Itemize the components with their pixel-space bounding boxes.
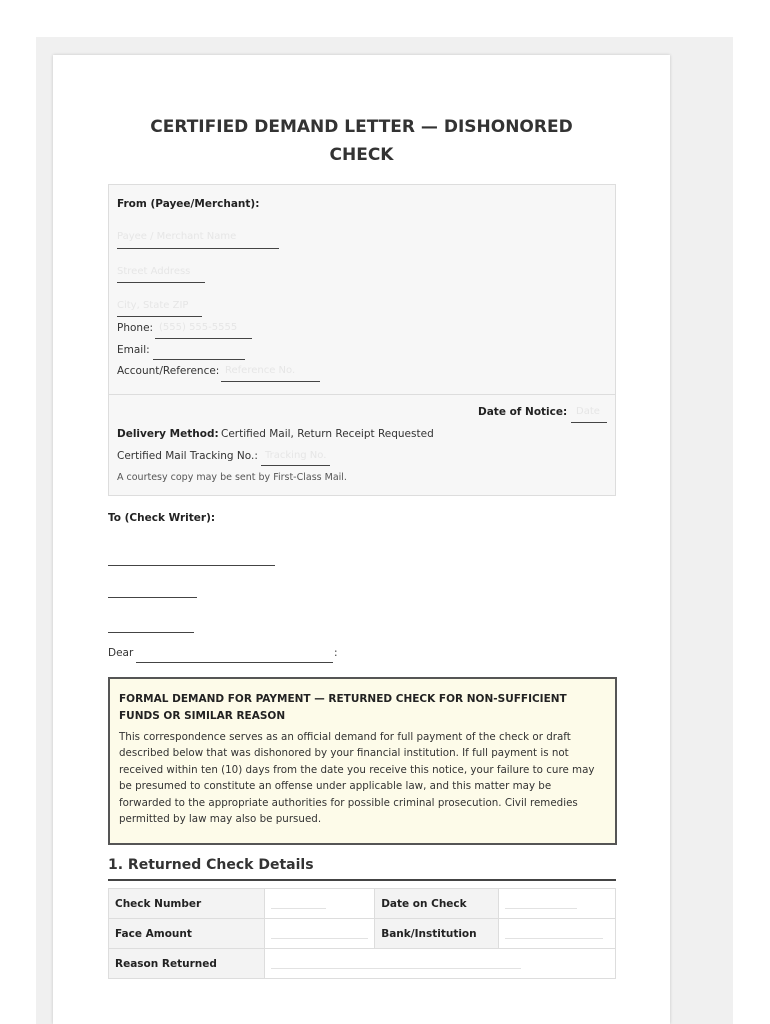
returned-check-table (108, 888, 616, 979)
section-returned-check-details: 1. Returned Check Details (108, 857, 616, 881)
document-title (53, 113, 670, 169)
phone-placeholder: (555) 555-5555 (159, 322, 238, 333)
title-line-1: CERTIFIED DEMAND LETTER — DISHONORED (150, 117, 573, 137)
delivery-method-label: Delivery Method: (117, 428, 219, 440)
check-writer-city-field[interactable] (108, 632, 194, 633)
check-number-label: Check Number (109, 889, 265, 919)
document-page (53, 55, 670, 1024)
payee-city-placeholder: City, State ZIP (117, 300, 189, 311)
from-heading: From (Payee/Merchant): (117, 198, 260, 210)
date-on-check-label: Date on Check (375, 889, 499, 919)
table-row (109, 889, 616, 919)
payee-street-field[interactable] (117, 282, 205, 283)
payee-info-box (108, 184, 616, 496)
account-placeholder: Reference No. (225, 365, 296, 376)
bank-institution-label: Bank/Institution (375, 919, 499, 949)
demand-heading: FORMAL DEMAND FOR PAYMENT — RETURNED CHECK FOR NON-SUFFICIENT FUNDS OR SIMILAR REASON (119, 693, 567, 722)
tracking-field[interactable] (261, 465, 330, 466)
check-writer-street-field[interactable] (108, 597, 197, 598)
payee-city-field[interactable] (117, 316, 202, 317)
payee-name-placeholder: Payee / Merchant Name (117, 231, 237, 242)
formal-demand-box (108, 677, 617, 845)
payee-name-field[interactable] (117, 248, 279, 249)
phone-field[interactable] (155, 338, 252, 339)
face-amount-field[interactable] (265, 919, 375, 949)
date-of-notice-placeholder: Date (576, 406, 600, 417)
table-row (109, 919, 616, 949)
face-amount-label: Face Amount (109, 919, 265, 949)
demand-body-text: This correspondence serves as an official demand for full payment of the check or draft described below that was dishonored by your financial institution. If full payment is not received within ten (10) days from the date you receive this notice, your failure to cure may be presumed to constitute an offense under applicable law, and this matter may be forwarded to the appropriate authorities for possible criminal prosecution. Civil remedies permitted by law may also be pursued. (119, 731, 595, 826)
email-field[interactable] (153, 359, 245, 360)
box-divider (109, 394, 615, 395)
payee-street-placeholder: Street Address (117, 266, 191, 277)
salutation-name-field[interactable] (136, 662, 333, 663)
to-heading: To (Check Writer): (108, 512, 216, 524)
account-label: Account/Reference: (117, 365, 220, 377)
tracking-label: Certified Mail Tracking No.: (117, 450, 258, 462)
account-field[interactable] (221, 381, 320, 382)
table-row (109, 949, 616, 979)
phone-label: Phone: (117, 322, 154, 334)
reason-returned-field[interactable] (265, 949, 616, 979)
salutation-label: Dear (108, 647, 134, 659)
date-of-notice-label: Date of Notice: (478, 406, 568, 418)
tracking-placeholder: Tracking No. (265, 450, 327, 461)
delivery-method-value: Certified Mail, Return Receipt Requested (221, 428, 434, 440)
reason-returned-label: Reason Returned (109, 949, 265, 979)
date-on-check-field[interactable] (499, 889, 616, 919)
check-writer-name-field[interactable] (108, 565, 275, 566)
email-label: Email: (117, 344, 150, 356)
date-of-notice-field[interactable] (571, 422, 607, 423)
salutation-colon: : (334, 647, 338, 659)
title-line-2: CHECK (329, 145, 394, 165)
courtesy-copy-note: A courtesy copy may be sent by First-Class Mail. (117, 472, 347, 483)
check-number-field[interactable] (265, 889, 375, 919)
bank-institution-field[interactable] (499, 919, 616, 949)
